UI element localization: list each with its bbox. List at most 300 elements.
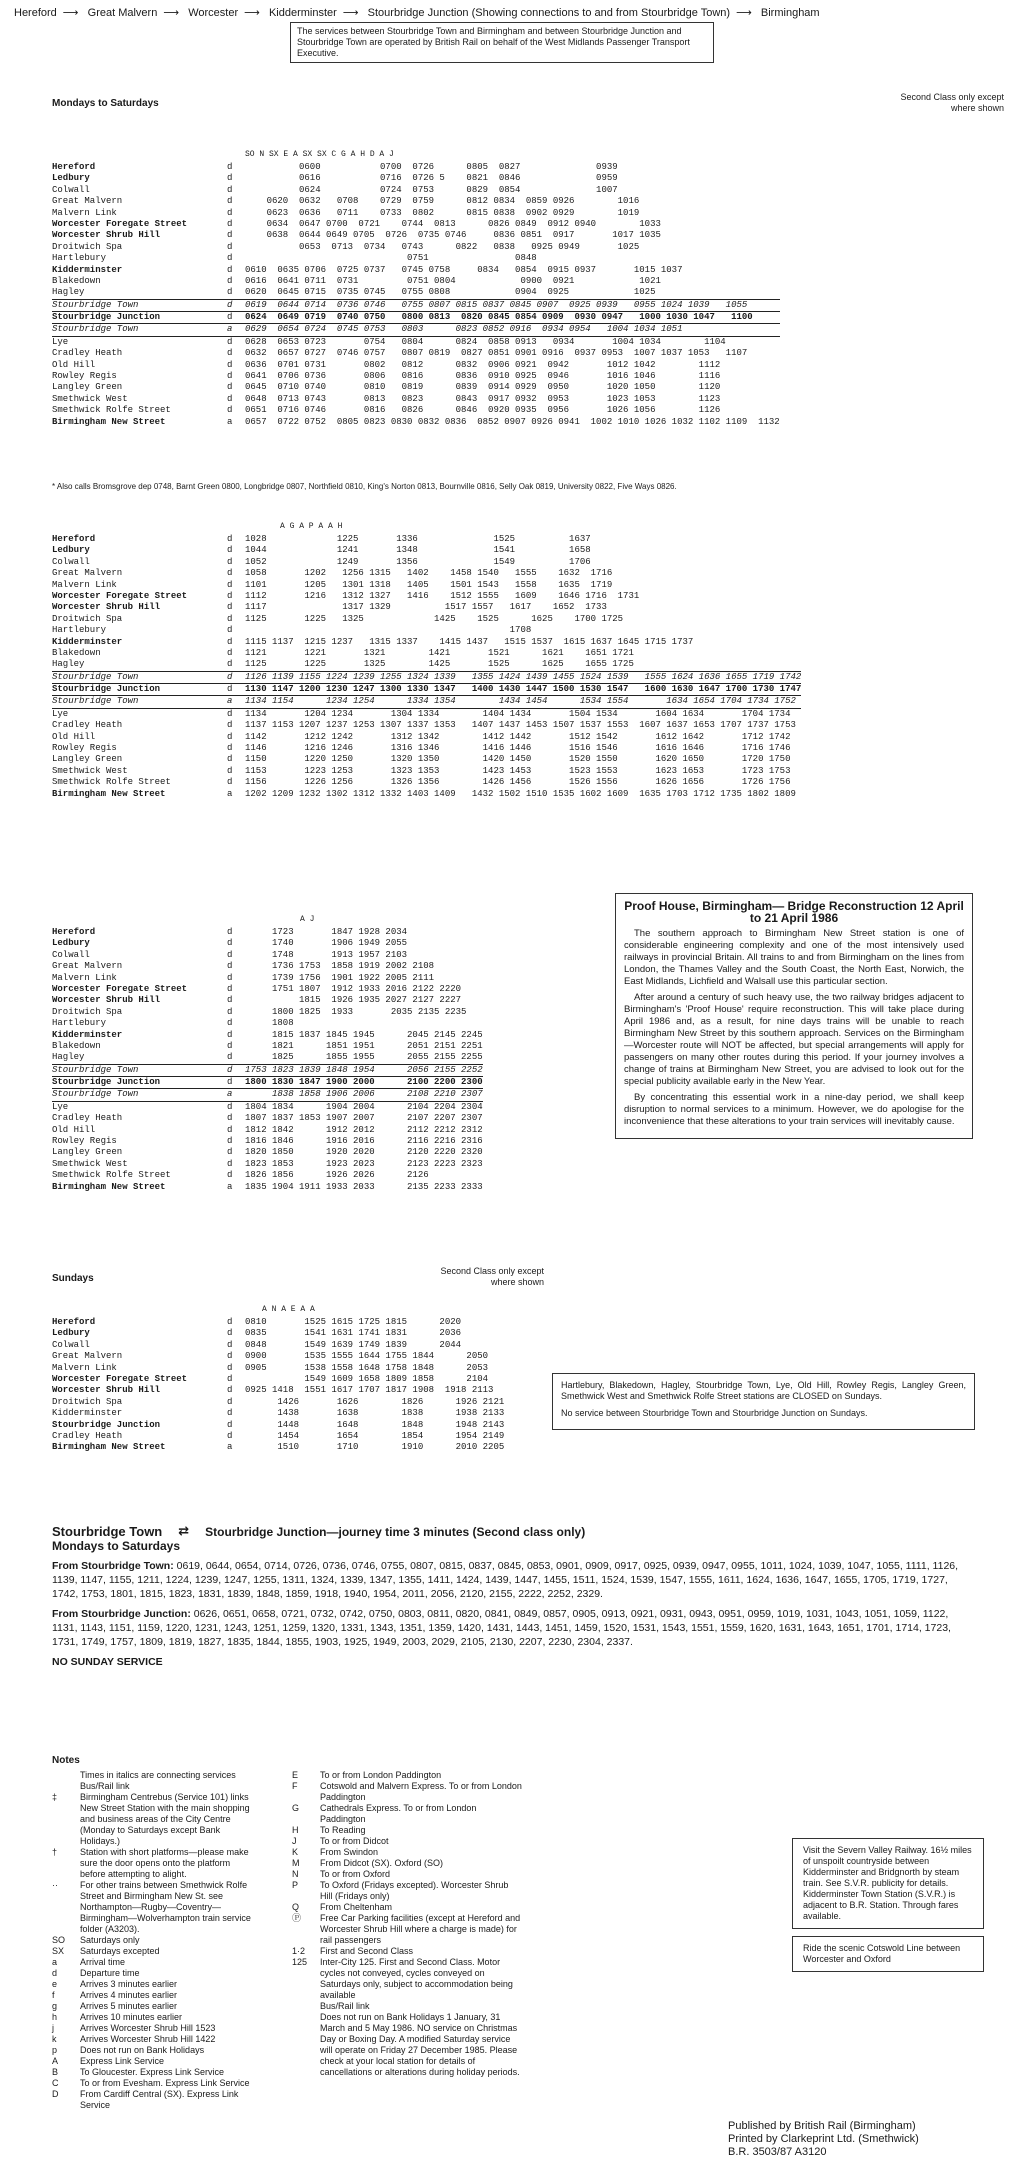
arr-dep-flag: a [227,788,233,799]
departure-times: 1115 1137 1215 1237 1315 1337 1415 1437 1515 1537 1615 1637 1645 1715 1737 [245,636,694,647]
timetable-row [52,637,801,648]
departure-times: 1804 1834 1904 2004 2104 2204 2304 [245,1101,483,1112]
sundays-label: Sundays [52,1273,94,1284]
no-sunday-service: NO SUNDAY SERVICE [52,1656,163,1668]
route-stop: Worcester [188,7,239,19]
publisher-info [728,2120,919,2159]
station-name: Worcester Shrub Hill [52,995,161,1006]
timetable-row [52,360,780,371]
departure-times: 1823 1853 1923 2023 2123 2223 2323 [245,1158,483,1169]
note-symbol: A [52,2056,59,2066]
departure-times: 0616 0716 0726 5 0821 0846 0959 [245,173,618,184]
departure-times: 1426 1626 1826 1926 2121 [245,1396,505,1407]
station-name: Langley Green [52,382,123,393]
note-symbol: C [52,2078,59,2088]
note-item [52,2023,252,2034]
note-item [52,2078,252,2089]
arr-dep-flag: d [227,1385,233,1396]
notes-right-column [292,1770,522,2111]
station-name: Hagley [52,659,85,670]
arr-dep-flag: d [227,1006,233,1017]
ref-line: B.R. 3503/87 A3120 [728,2146,827,2158]
note-symbol: h [52,2012,58,2022]
departure-times: 1153 1223 1253 1323 1353 1423 1453 1523 1553 1623 1653 1723 1753 [245,765,791,776]
arr-dep-flag: d [227,743,233,754]
note-item [52,1968,252,1979]
departure-times: 1117 1317 1329 1517 1557 1617 1652 1733 [245,602,607,613]
note-text: For other trains between Smethwick Rolfe Street and Birmingham New St. see Northampton—Rugby—Coventry—Birmingham—Wolverhampton train service folder (A3203). [80,1880,251,1934]
departure-times: 1820 1850 1920 2020 2120 2220 2320 [245,1147,483,1158]
arr-dep-flag: d [227,708,233,719]
station-name: Birmingham New Street [52,416,166,427]
note-symbol: Q [292,1902,300,1912]
note-item [52,2045,252,2056]
note-symbol: † [52,1847,58,1857]
timetable-row [52,614,801,625]
timetable-row [52,1442,504,1453]
arr-dep-flag: d [227,1029,233,1040]
timetable-row [52,323,780,335]
note-text: Arrives 5 minutes earlier [80,2001,178,2011]
shuttle-title2: Stourbridge Junction—journey time 3 minutes (Second class only) [205,1525,586,1539]
arr-dep-flag: a [227,416,233,427]
note-text: Does not run on Bank Holidays [80,2045,205,2055]
notes-heading: Notes [52,1755,80,1766]
arr-dep-flag: d [227,754,233,765]
note-item [52,1792,252,1847]
departure-times: 1044 1241 1348 1541 1658 [245,545,591,556]
note-text: To or from Oxford [320,1869,391,1879]
note-text: To or from London Paddington [320,1770,442,1780]
timetable-evening [52,915,483,1193]
service-codes: SO N SX E A SX SX C G A H D A J [245,150,394,159]
station-name: Smethwick West [52,1158,128,1169]
timetable-row [52,162,780,173]
station-name: Smethwick West [52,765,128,776]
departure-times: 1835 1904 1911 1933 2033 2135 2233 2333 [245,1181,483,1192]
station-name: Stourbridge Junction [52,1419,161,1430]
timetable-row [52,1340,504,1351]
timetable-row [52,568,801,579]
arr-dep-flag: d [227,579,233,590]
departure-times: 1815 1926 1935 2027 2127 2227 [245,995,462,1006]
departure-times: 0900 1535 1555 1644 1755 1844 2050 [245,1351,489,1362]
arr-dep-flag: a [227,696,233,707]
timetable-sundays [52,1305,504,1454]
station-name: Cradley Heath [52,1113,123,1124]
route-stop: Kidderminster [268,7,337,19]
arr-dep-flag: d [227,1373,233,1384]
note-text: Arrival time [80,1957,126,1967]
departure-times: 0610 0635 0706 0725 0737 0745 0758 0834 0854 0915 0937 1015 1037 [245,264,683,275]
departure-times: 0651 0716 0746 0816 0826 0846 0920 0935 0956 1026 1056 1126 [245,405,721,416]
note-symbol: E [292,1770,299,1780]
station-name: Smethwick Rolfe Street [52,1170,171,1181]
arr-dep-flag: d [227,1077,233,1088]
departure-times: 0641 0706 0736 0806 0816 0836 0910 0925 0946 1016 1046 1116 [245,371,721,382]
departure-times: 0657 0722 0752 0805 0823 0830 0832 0836 0852 0907 0926 0941 1002 1010 1026 1032 1102 1109 1132 [245,416,780,427]
departure-times: 1202 1209 1232 1302 1312 1332 1403 1409 1432 1502 1510 1535 1602 1609 1635 1703 1712 1735 1802 1809 [245,788,796,799]
station-name: Stourbridge Junction [52,684,161,695]
note-item [52,1946,252,1957]
note-symbol: M [292,1858,300,1868]
timetable-row [52,938,483,949]
departure-times: 1134 1204 1234 1304 1334 1404 1434 1504 1534 1604 1634 1704 1734 [245,708,791,719]
service-codes: A G A P A A H [280,522,343,531]
station-name: Old Hill [52,359,96,370]
shuttle-from-junction [52,1607,972,1649]
departure-times: 1748 1913 1957 2103 [245,949,408,960]
station-name: Droitwich Spa [52,613,123,624]
note-text: From Didcot (SX). Oxford (SO) [320,1858,444,1868]
station-name: Kidderminster [52,1029,123,1040]
note-symbol: k [52,2034,57,2044]
arr-dep-flag: d [227,1362,233,1373]
departure-times: 1438 1638 1838 1938 2133 [245,1408,505,1419]
note-item [292,1836,522,1847]
timetable-row [52,1363,504,1374]
closure-text: No service between Stourbridge Town and Stourbridge Junction on Sundays. [561,1408,868,1418]
note-text: Cathedrals Express. To or from London Paddington [320,1803,477,1824]
departure-times: 0624 0724 0753 0829 0854 1007 [245,184,618,195]
timetable-row [52,720,801,731]
departure-times: 0620 0632 0708 0729 0759 0812 0834 0859 0926 1016 [245,196,640,207]
station-name: Lye [52,336,69,347]
arr-dep-flag: d [227,1339,233,1350]
station-name: Hereford [52,927,96,937]
arr-dep-flag: d [227,1113,233,1124]
timetable-row [52,695,801,707]
note-text: Express Link Service [80,2056,165,2066]
departure-times: 1816 1846 1916 2016 2116 2216 2316 [245,1136,483,1147]
station-name: Hartlebury [52,1018,107,1029]
timetable-row [52,754,801,765]
note-text: Times in italics are connecting services [80,1770,236,1780]
departure-times: 0628 0653 0723 0754 0804 0824 0858 0913 0934 1004 1034 1104 [245,336,726,347]
timetable-row [52,995,483,1006]
timetable-row [52,242,780,253]
arr-dep-flag: d [227,1158,233,1169]
arr-dep-flag: d [227,590,233,601]
station-name: Worcester Foregate Street [52,983,188,994]
departure-times: 1753 1823 1839 1848 1954 2056 2155 2252 [245,1064,483,1075]
timetable-row [52,1431,504,1442]
arr-dep-flag: d [227,207,233,218]
note-text: Bus/Rail link [320,2001,370,2011]
arr-dep-flag: d [227,545,233,556]
station-name: Rowley Regis [52,743,117,754]
departure-times: 1125 1225 1325 1425 1525 1625 1700 1725 [245,613,624,624]
arrow-right-icon: ⟶ [342,6,359,19]
station-name: Ledbury [52,173,90,184]
timetable-row [52,1088,483,1100]
arr-dep-flag: d [227,777,233,788]
departure-times: 1751 1807 1912 1933 2016 2122 2220 [245,983,462,994]
note-symbol: SX [52,1946,65,1956]
arr-dep-flag: d [227,359,233,370]
timetable-row [52,545,801,556]
station-name: Birmingham New Street [52,1181,166,1192]
station-name: Old Hill [52,1124,96,1135]
note-item [292,1803,522,1825]
timetable-row [52,185,780,196]
station-name: Stourbridge Junction [52,1077,161,1088]
station-name: Hartlebury [52,625,107,636]
arr-dep-flag: d [227,299,233,310]
timetable-row [52,348,780,359]
arr-dep-flag: d [227,625,233,636]
arr-dep-flag: d [227,348,233,359]
arr-dep-flag: d [227,336,233,347]
timetable-row [52,671,801,683]
departure-times: 1812 1842 1912 2012 2112 2212 2312 [245,1124,483,1135]
station-name: Cradley Heath [52,1430,123,1441]
station-name: Colwall [52,1339,90,1350]
arr-dep-flag: d [227,1052,233,1063]
station-name: Stourbridge Town [52,324,139,335]
note-symbol: F [292,1781,298,1791]
departure-times: 0648 0713 0743 0813 0823 0843 0917 0932 0953 1023 1053 1123 [245,393,721,404]
note-item [292,1946,522,1957]
departure-times: 1448 1648 1848 1948 2143 [245,1419,505,1430]
second-class-note: Second Class only except where shown [900,92,1004,113]
notes-section [52,1755,522,2111]
arr-dep-flag: d [227,671,233,682]
arr-dep-flag: d [227,264,233,275]
note-symbol: a [52,1957,58,1967]
departure-times: 0624 0649 0719 0740 0750 0800 0813 0820 0845 0854 0909 0930 0947 1000 1030 1047 1100 [245,312,753,323]
arr-dep-flag: d [227,983,233,994]
departure-times: 0653 0713 0734 0743 0822 0838 0925 0949 1025 [245,241,640,252]
arr-dep-flag: d [227,938,233,949]
station-name: Great Malvern [52,1351,123,1362]
note-item [52,2012,252,2023]
arr-dep-flag: d [227,556,233,567]
timetable-row [52,219,780,230]
timetable-row [52,732,801,743]
station-name: Lye [52,708,69,719]
note-text: To or from Evesham. Express Link Service [80,2078,250,2088]
note-text: Birmingham Centrebus (Service 101) links New Street Station with the main shopping and business areas of the City Centre (Monday to Saturdays except Bank Holidays.) [80,1792,250,1846]
note-item [292,2012,522,2078]
station-name: Worcester Shrub Hill [52,602,161,613]
station-name: Worcester Shrub Hill [52,1385,161,1396]
arr-dep-flag: d [227,230,233,241]
note-text: Bus/Rail link [80,1781,130,1791]
timetable-row [52,417,780,428]
arrow-right-icon: ⟶ [62,6,79,19]
departure-times: 1058 1202 1256 1315 1402 1458 1540 1555 1632 1716 [245,568,613,579]
notice-paragraph: By concentrating this essential work in a nine-day period, we shall keep disruption to normal services to a minimum. However, we do apologise for the inconvenience that these alterations to your train services will inevitably cause. [624,1092,964,1127]
note-item [52,1935,252,1946]
note-symbol: D [52,2089,59,2099]
station-name: Hereford [52,1317,96,1327]
station-name: Worcester Foregate Street [52,1373,188,1384]
departure-times: 0848 1549 1639 1749 1839 2044 [245,1339,462,1350]
arr-dep-flag: d [227,393,233,404]
departure-times: 1126 1139 1155 1224 1239 1255 1324 1339 1355 1424 1439 1455 1524 1539 1555 1624 1636 1655 1719 1742 [245,671,802,682]
arr-dep-flag: d [227,1124,233,1135]
printer-line: Printed by Clarkeprint Ltd. (Smethwick) [728,2133,919,2145]
departure-times: 1739 1756 1901 1922 2005 2111 [245,972,435,983]
arr-dep-flag: d [227,602,233,613]
note-text: To Oxford (Fridays excepted). Worcester Shrub Hill (Fridays only) [320,1880,509,1901]
note-symbol: p [52,2045,58,2055]
departure-times: 0623 0636 0711 0733 0802 0815 0838 0902 0929 1019 [245,207,640,218]
timetable-row [52,230,780,241]
note-item [52,2067,252,2078]
closure-text: Hartlebury, Blakedown, Hagley, Stourbridge Town, Lye, Old Hill, Rowley Regis, Langley Green, Smethwick West and Smethwick Rolfe Street stations are CLOSED on Sundays. [561,1380,966,1401]
timetable-row [52,1374,504,1385]
times: 0619, 0644, 0654, 0714, 0726, 0736, 0746, 0755, 0807, 0815, 0837, 0845, 0853, 0901, 0909, 0917, 0925, 0939, 0947, 0955, 1011, 1024, 1039, 1047, 1055, 1111, 1126, 1139, 1147, 1155, 1211, 1224, 1239, 1247, 1255, 1311, 1324, 1339, 1347, 1355, 1411, 1424, 1439, 1447, 1455, 1511, 1524, 1539, 1547, 1555, 1611, 1624, 1636, 1647, 1655, 1705, 1719, 1727, 1742, 1753, 1801, 1815, 1823, 1831, 1839, 1848, 1859, 1918, 1940, 1954, 2011, 2056, 2120, 2155, 2222, 2252, 2329. [52,1560,959,1600]
timetable-row [52,1064,483,1076]
departure-times: 0600 0700 0726 0805 0827 0939 [245,162,618,172]
arr-dep-flag: d [227,720,233,731]
arr-dep-flag: d [227,1147,233,1158]
timetable-row [52,743,801,754]
arr-dep-flag: d [227,184,233,195]
station-name: Stourbridge Town [52,696,139,707]
arr-dep-flag: d [227,312,233,323]
station-name: Kidderminster [52,636,123,647]
arr-dep-flag: d [227,765,233,776]
timetable-row [52,625,801,636]
note-item [292,1847,522,1858]
route-stop: Birmingham [760,7,820,19]
timetable-row [52,1136,483,1147]
timetable-row [52,1385,504,1396]
departure-times: 1740 1906 1949 2055 [245,938,408,949]
arr-dep-flag: d [227,405,233,416]
departure-times: 0629 0654 0724 0745 0753 0803 0823 0852 0916 0934 0954 1004 1034 1051 [245,324,683,335]
timetable-row [52,173,780,184]
timetable-midday [52,522,801,800]
station-name: Stourbridge Town [52,299,139,310]
note-symbol: 125 [292,1957,308,1967]
note-item [52,2056,252,2067]
departure-times: 1121 1221 1321 1421 1521 1621 1651 1721 [245,647,634,658]
arrow-right-icon: ⟶ [736,6,752,19]
arr-dep-flag: d [227,196,233,207]
station-name: Stourbridge Town [52,1089,139,1100]
operator-note: The services between Stourbridge Town and Birmingham and between Stourbridge Junction and Stourbridge Town are operated by British Rail on behalf of the West Midlands Passenger Transport Executive. [290,22,714,63]
timetable-row [52,208,780,219]
note-text: Saturdays only [80,1935,140,1945]
arr-dep-flag: d [227,275,233,286]
swap-arrows-icon: ⇄ [178,1524,190,1539]
arr-dep-flag: d [227,949,233,960]
departure-times: 1549 1609 1658 1809 1858 2104 [245,1373,489,1384]
shuttle-from-town [52,1559,972,1601]
note-symbol [52,1770,80,1781]
note-symbol: H [292,1825,299,1835]
station-name: Stourbridge Town [52,1064,139,1075]
departure-times: 1808 [245,1018,294,1029]
route-stop: Hereford [14,7,57,19]
station-name: Great Malvern [52,961,123,972]
arr-dep-flag: a [227,1089,233,1100]
station-name: Malvern Link [52,1362,117,1373]
arr-dep-flag: a [227,324,233,335]
arr-dep-flag: d [227,1170,233,1181]
note-symbol: B [52,2067,59,2077]
station-name: Langley Green [52,754,123,765]
timetable-row [52,766,801,777]
timetable-row [52,196,780,207]
service-codes: A N A E A A [262,1305,315,1314]
note-item [52,2001,252,2012]
bromsgrove-footnote: * Also calls Bromsgrove dep 0748, Barnt Green 0800, Longbridge 0807, Northfield 0810, King's Norton 0813, Bournville 0816, Selly Oak 0819, University 0822, Five Ways 0826. [52,482,677,491]
timetable-row [52,557,801,568]
arr-dep-flag: a [227,1181,233,1192]
station-name: Worcester Foregate Street [52,590,188,601]
shuttle-section [52,1525,972,1675]
note-symbol: ·· [52,1880,58,1890]
departure-times: 1838 1858 1906 2006 2108 2210 2307 [245,1089,483,1100]
timetable-row [52,659,801,670]
station-name: Stourbridge Town [52,671,139,682]
label: From Stourbridge Junction: [52,1608,191,1620]
departure-times: 1142 1212 1242 1312 1342 1412 1442 1512 1542 1612 1642 1712 1742 [245,731,791,742]
arr-dep-flag: d [227,647,233,658]
station-name: Kidderminster [52,264,123,275]
station-name: Hartlebury [52,253,107,264]
departure-times: 0835 1541 1631 1741 1831 2036 [245,1328,462,1339]
departure-times: 1028 1225 1336 1525 1637 [245,534,591,544]
arr-dep-flag: d [227,659,233,670]
timetable-row [52,1182,483,1193]
departure-times: 1052 1249 1356 1549 1706 [245,556,591,567]
proof-house-notice [615,893,973,1139]
note-item [52,1880,252,1935]
station-name: Cradley Heath [52,720,123,731]
note-item [292,1913,522,1946]
note-symbol: 1·2 [292,1946,306,1956]
departure-times: 1826 1856 1926 2026 2126 [245,1170,429,1181]
station-name: Hagley [52,287,85,298]
timetable-row [52,961,483,972]
departure-times: 0638 0644 0649 0705 0726 0735 0746 0836 0851 0917 1017 1035 [245,230,661,241]
arr-dep-flag: d [227,241,233,252]
station-name: Old Hill [52,731,96,742]
departure-times: 1101 1205 1301 1318 1405 1501 1543 1558 1635 1719 [245,579,613,590]
timetable-row [52,371,780,382]
shuttle-days: Mondays to Saturdays [52,1539,181,1553]
note-symbol: Ⓟ [292,1913,302,1923]
note-symbol [292,2001,320,2012]
timetable-row [52,683,801,695]
arr-dep-flag: d [227,1396,233,1407]
shuttle-title [52,1525,972,1539]
departure-times: 1134 1154 1234 1254 1334 1354 1434 1454 1534 1554 1634 1654 1704 1734 1752 [245,696,796,707]
departure-times: 1146 1216 1246 1316 1346 1416 1446 1516 1546 1616 1646 1716 1746 [245,743,791,754]
arr-dep-flag: d [227,636,233,647]
note-symbol: J [292,1836,297,1846]
note-text: Does not run on Bank Holidays 1 January, 31 March and 5 May 1986. NO service on Christmas Day or Boxing Day. A modified Saturday service will operate on Friday 27 December 1985. Please check at your local station for details of cancellations or alterations during holiday periods. [320,2012,520,2077]
station-name: Droitwich Spa [52,1396,123,1407]
station-name: Birmingham New Street [52,788,166,799]
note-item [292,1825,522,1836]
arrow-right-icon: ⟶ [244,6,260,19]
note-text: Arrives Worcester Shrub Hill 1422 [80,2034,216,2044]
publisher-line: Published by British Rail (Birmingham) [728,2120,916,2132]
station-name: Smethwick West [52,393,128,404]
notice-paragraph: The southern approach to Birmingham New Street station is one of considerable engineering complexity and one of the most intensively used railways in provincial Britain. All trains to and from Birmingham on the lines from London, the Thames Valley and the South Coast, the North East, Norwich, the East Midlands, Lichfield and Walsall use this particular section. [624,928,964,987]
departure-times: 1800 1830 1847 1900 2000 2100 2200 2300 [245,1077,483,1088]
station-name: Rowley Regis [52,371,117,382]
departure-times: 1454 1654 1854 1954 2149 [245,1430,505,1441]
departure-times: 0616 0641 0711 0731 0751 0804 0900 0921 1021 [245,275,661,286]
